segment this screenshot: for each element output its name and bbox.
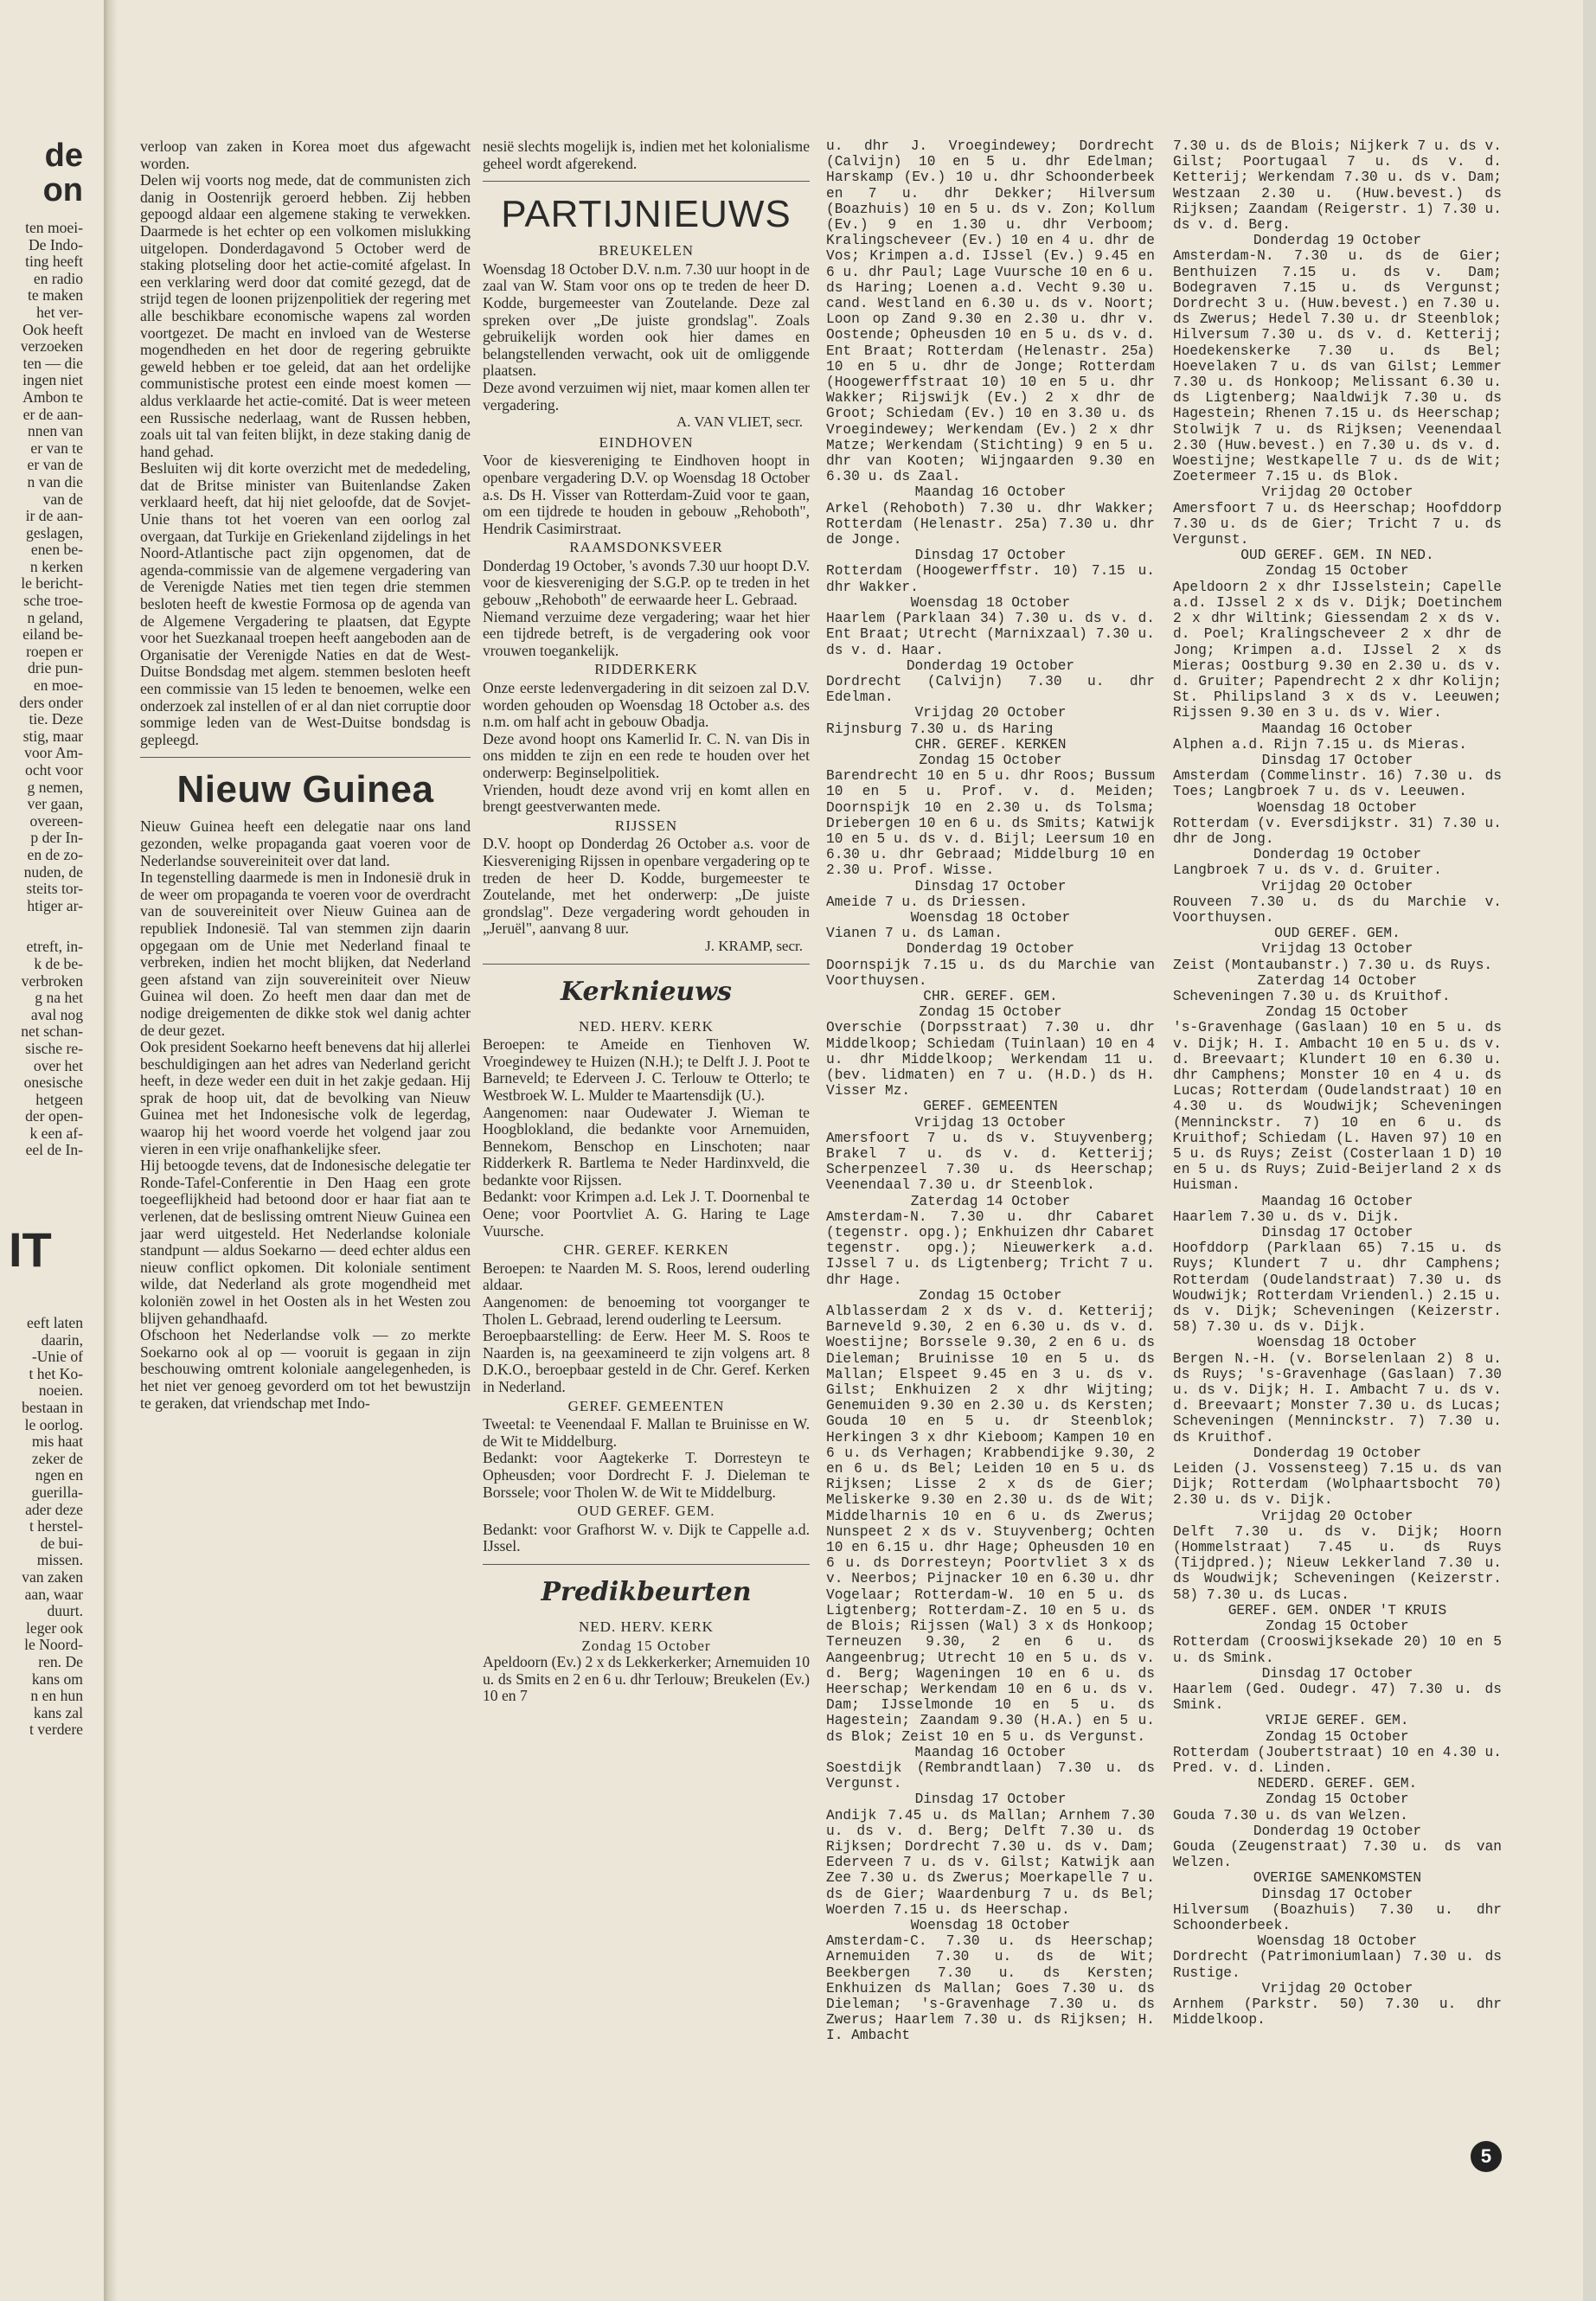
- fragment-line: voor Am-: [24, 744, 83, 762]
- partijnieuws-sections: [483, 242, 810, 954]
- predikbeurten-sections: [483, 1618, 810, 1705]
- section-heading: RIJSSEN: [614, 817, 678, 834]
- paragraph: verloop van zaken in Korea moet dus afgewacht worden.: [140, 138, 471, 172]
- fragment-lines-c: [9, 1315, 83, 1739]
- fragment-line: onesische: [23, 1074, 83, 1092]
- fragment-line: mis haat: [31, 1433, 83, 1451]
- fragment-line: aval nog: [30, 1005, 83, 1023]
- paragraph: Deze avond verzuimen wij niet, maar komen allen ter vergadering.: [483, 378, 810, 413]
- fragment-line: missen.: [36, 1551, 83, 1569]
- schedule-text: Gouda 7.30 u. ds van Welzen.: [1173, 1807, 1408, 1823]
- paragraph: Aangenomen: naar Oudewater J. Wieman te Hoogblokland, die bedankte voor Arnemuiden, Bennekom, Benschop en Linschoten; naar Ridderkerk R. Bartlema te Neder Hardinxveld, die bedankte voor Rijssen.: [483, 1103, 810, 1189]
- schedule-text: Vianen 7 u. ds Laman.: [826, 926, 1003, 942]
- paragraph: Ook president Soekarno heeft benevens dat hij allerlei beschuldigingen aan het adres van Nederland gericht heeft, in deze weder een duit in het zakje gedaan. Hij sprak de hoop uit, dat de bevolking van Nieuw Guinea met het Indonesische volk de legerdag, waarop hij het woord voerde het volgend jaar zou vieren in een vrije onafhankelijke sfeer.: [140, 1038, 471, 1157]
- fragment-line: ir de aan-: [25, 507, 83, 525]
- paragraph: Bedankt: voor Krimpen a.d. Lek J. T. Doornenbal te Oene; voor Poortvliet A. G. Haring te Lage Vuursche.: [483, 1188, 810, 1240]
- schedule-heading: CHR. GEREF. GEM.: [923, 988, 1058, 1004]
- page-number: 5: [1471, 2141, 1502, 2172]
- schedule-heading: Dinsdag 17 October: [914, 878, 1067, 894]
- fragment-line: eeft laten: [27, 1314, 83, 1332]
- schedule-text: Andijk 7.45 u. ds Mallan; Arnhem 7.30 u. ds v. d. Berg; Delft 7.30 u. ds Rijksen; Dordrecht 7.30 u. ds v. Dam; Ederveen 7 u. ds v. Gilst; Katwijk aan Zee 7.30 u. ds Zwerus; Moerkapelle 7 u. ds de Gier; Waardenburg 7 u. ds Bel; Woerden 7.15 u. ds Heerschap.: [826, 1807, 1155, 1918]
- schedule-heading: Donderdag 19 October: [1253, 1823, 1422, 1839]
- paragraph: Aangenomen: de benoeming tot voorganger te Tholen L. Gebraad, lerend ouderling te Leersum.: [483, 1293, 810, 1328]
- paragraph: Woensdag 18 October D.V. n.m. 7.30 uur hoopt in de zaal van W. Stam voor ons op te treden de heer D. Kodde, burgemeester van Zoutelande. Deze zal spreken over „De juiste grondslag". Zoals gebruikelijk worden ook hier dames en belangstellenden verwacht, ook uit de omliggende plaatsen.: [483, 260, 810, 380]
- fragment-line: bestaan in: [22, 1399, 83, 1417]
- schedule-heading: Vrijdag 20 October: [1261, 1980, 1413, 1997]
- paragraph: Bedankt: voor Aagtekerke T. Dorresteyn te Opheusden; voor Dordrecht F. J. Dieleman te Borssele; voor Tholen W. de Wit te Middelburg.: [483, 1449, 810, 1501]
- schedule-heading: Maandag 16 October: [914, 1744, 1067, 1760]
- paragraph: Beroepen: te Naarden M. S. Roos, lerend ouderling aldaar.: [483, 1259, 810, 1294]
- column-1: [140, 138, 471, 2145]
- schedule-heading: Zondag 15 October: [919, 1004, 1062, 1021]
- fragment-line: van de: [42, 490, 83, 508]
- schedule-heading: Woensdag 18 October: [910, 909, 1071, 926]
- fragment-line: g nemen,: [27, 778, 83, 796]
- schedule-text: Alphen a.d. Rijn 7.15 u. ds Mieras.: [1173, 736, 1467, 753]
- kerknieuws-heading: Kerknieuws: [561, 976, 732, 1007]
- schedule-heading: Maandag 16 October: [1261, 721, 1413, 737]
- section-heading: RIDDERKERK: [594, 661, 698, 678]
- fragment-line: verbroken: [21, 971, 83, 990]
- schedule-heading: Donderdag 19 October: [906, 941, 1075, 958]
- fragment-line: n en hun: [30, 1687, 83, 1705]
- schedule-heading: CHR. GEREF. KERKEN: [914, 736, 1067, 753]
- fragment-line: het ver-: [36, 303, 83, 321]
- fragment-line: nuden, de: [23, 862, 83, 881]
- fragment-line: nnen van: [27, 422, 83, 440]
- schedule-text: Ameide 7 u. ds Driessen.: [826, 894, 1029, 910]
- schedule-heading: Donderdag 19 October: [1253, 847, 1422, 863]
- fragment-headline-1: de: [44, 138, 83, 174]
- page-gutter: [104, 0, 118, 2301]
- schedule-text: Doornspijk 7.15 u. ds du Marchie van Voorthuysen.: [826, 957, 1155, 989]
- fragment-line: g na het: [35, 989, 83, 1007]
- fragment-line: ingen niet: [22, 371, 83, 389]
- fragment-line: kans zal: [33, 1703, 83, 1721]
- schedule-text: Rotterdam (Joubertstraat) 10 en 4.30 u. Pred. v. d. Linden.: [1173, 1744, 1502, 1776]
- fragment-lines-a: [9, 220, 83, 914]
- schedule-heading: Vrijdag 13 October: [914, 1114, 1067, 1131]
- schedule-text: Rouveen 7.30 u. ds du Marchie v. Voorthuysen.: [1173, 894, 1502, 926]
- section-heading: CHR. GEREF. KERKEN: [563, 1241, 729, 1259]
- section-heading: NED. HERV. KERK: [579, 1618, 714, 1635]
- fragment-line: leger ook: [26, 1618, 83, 1637]
- fragment-line: ngen en: [35, 1466, 83, 1484]
- fragment-line: ten moei-: [25, 219, 83, 236]
- fragment-line: tie. Deze: [29, 710, 83, 728]
- fragment-line: over het: [33, 1056, 83, 1074]
- schedule-text: Zeist (Montaubanstr.) 7.30 u. ds Ruys.: [1173, 957, 1493, 973]
- paragraph: Nieuw Guinea heeft een delegatie naar ons land gezonden, welke propaganda gaat voeren voor de Nederlandse souvereiniteit over dat land.: [140, 817, 471, 869]
- fragment-line: hetgeen: [35, 1090, 83, 1108]
- schedule-heading: GEREF. GEM. ONDER 'T KRUIS: [1227, 1602, 1447, 1618]
- fragment-line: en moe-: [33, 676, 83, 695]
- paragraph: Bedankt: voor Grafhorst W. v. Dijk te Cappelle a.d. IJssel.: [483, 1520, 810, 1555]
- fragment-line: n geland,: [27, 608, 83, 626]
- fragment-line: le bericht-: [21, 574, 83, 593]
- schedule-text: Amsterdam (Commelinstr. 16) 7.30 u. ds Toes; Langbroek 7 u. ds v. Leeuwen.: [1173, 768, 1502, 800]
- section-heading: OUD GEREF. GEM.: [577, 1503, 715, 1520]
- left-fragment-column: [9, 138, 83, 1739]
- intro-text: nesië slechts mogelijk is, indien met het kolonialisme geheel wordt afgerekend.: [483, 138, 810, 172]
- paragraph: Deze avond hoopt ons Kamerlid Ir. C. N. van Dis in ons midden te zijn en een rede te houden over het onderwerp: Beginselpolitiek.: [483, 729, 810, 781]
- schedule-heading: Zondag 15 October: [1266, 1728, 1409, 1745]
- divider: [483, 1564, 810, 1565]
- fragment-line: te maken: [28, 286, 83, 304]
- schedule-text: Haarlem (Ged. Oudegr. 47) 7.30 u. ds Smink.: [1173, 1681, 1502, 1714]
- fragment-line: verzoeken: [20, 337, 83, 356]
- schedule-text: Haarlem (Parklaan 34) 7.30 u. ds v. d. Ent Braat; Utrecht (Marnixzaal) 7.30 u. ds v. d. Haar.: [826, 611, 1155, 658]
- fragment-line: le oorlog.: [24, 1415, 83, 1433]
- section-heading: BREUKELEN: [598, 242, 695, 260]
- schedule-heading: VRIJE GEREF. GEM.: [1266, 1713, 1409, 1729]
- fragment-line: ocht voor: [25, 761, 83, 779]
- partijnieuws-heading: PARTIJNIEUWS: [501, 193, 792, 236]
- schedule-text: Soestdijk (Rembrandtlaan) 7.30 u. ds Vergunst.: [826, 1759, 1155, 1792]
- schedule-text: Haarlem 7.30 u. ds v. Dijk.: [1173, 1208, 1401, 1225]
- schedule-text: Amsterdam-C. 7.30 u. ds Heerschap; Arnemuiden 7.30 u. ds de Wit; Beekbergen 7.30 u. ds Kersten; Enkhuizen ds Mallan; Goes 7.30 u. ds Dieleman; 's-Gravenhage 7.30 u. ds Zwerus; Haarlem 7.30 u. ds Rijksen; H. I. Ambacht: [826, 1933, 1155, 2044]
- fragment-line: eiland be-: [22, 625, 83, 644]
- divider: [483, 181, 810, 182]
- paragraph: Beroepbaarstelling: de Eerw. Heer M. S. Roos te Naarden is, na geexamineerd te zijn volgens art. 8 D.K.O., beroepbaar gesteld in de Chr. Geref. Kerken in Nederland.: [483, 1327, 810, 1395]
- fragment-line: er de aan-: [22, 405, 83, 423]
- schedule-text: Barendrecht 10 en 5 u. dhr Roos; Bussum 10 en 5 u. Prof. v. d. Meiden; Doornspijk 10 en 2.30 u. ds Tolsma; Driebergen 10 en 6 u. ds Smits; Katwijk 10 en 5 u. ds v. d. Bijl; Leersum 10 en 6.30 u. dhr Gebraad; Middelburg 10 en 2.30 u. Prof. Wisse.: [826, 768, 1155, 879]
- schedule-heading: OVERIGE SAMENKOMSTEN: [1253, 1870, 1422, 1887]
- fragment-line: De Indo-: [28, 235, 83, 253]
- schedule-heading: Woensdag 18 October: [910, 1917, 1071, 1933]
- schedule-heading: NEDERD. GEREF. GEM.: [1257, 1776, 1418, 1792]
- fragment-headline-2: on: [42, 172, 83, 208]
- divider: [140, 757, 471, 758]
- fragment-line: duurt.: [47, 1602, 83, 1620]
- schedule-heading: Dinsdag 17 October: [1261, 1225, 1413, 1241]
- column-4: [1173, 138, 1502, 2128]
- section-heading: NED. HERV. KERK: [579, 1017, 714, 1035]
- schedule-heading: Dinsdag 17 October: [914, 1791, 1067, 1808]
- korea-article: [140, 138, 471, 748]
- paragraph: Tweetal: te Veenendaal F. Mallan te Bruinisse en W. de Wit te Middelburg.: [483, 1415, 810, 1450]
- nieuw-guinea-heading: Nieuw Guinea: [176, 768, 434, 811]
- schedule-heading: Maandag 16 October: [914, 484, 1067, 501]
- schedule-heading: GEREF. GEMEENTEN: [923, 1099, 1058, 1115]
- fragment-line: net schan-: [21, 1022, 83, 1041]
- schedule-text: Dordrecht (Calvijn) 7.30 u. dhr Edelman.: [826, 673, 1155, 706]
- paragraph: Donderdag 19 October, 's avonds 7.30 uur hoopt D.V. voor de kiesvereniging der S.G.P. op te treden in het gebouw „Rehoboth" de eerwaarde heer L. Gebraad.: [483, 556, 810, 609]
- paragraph: Besluiten wij dit korte overzicht met de mededeling, dat de Britse minister van Buitenlandse Zaken verklaard heeft, dat hij niet geloofde, dat de Sovjet-Unie thans tot het voeren van een oorlog zal overgaan, dat Turkije en Griekenland zijdelings in het Noord-Atlantische pact zijn opgenomen, dat de agenda-commissie van de algemene vergadering van de Verenigde Naties met tien tegen drie stemmen besloten heeft de kwestie Formosa op de agenda van de Algemene Vergadering te plaatsen, dat Egypte voor het Suezkanaal troepen heeft aangeboden aan de Organisatie der Verenigde Naties en dat de West-Duitse Bondsdag met algem. stemmen besloten heeft een commissie van 15 leden te benoemen, welke een onderzoek zal instellen of er al dan niet corruptie door sommige leden van de West-Duitse bondsdag is gepleegd.: [140, 459, 471, 748]
- fragment-line: k een af-: [29, 1124, 83, 1142]
- fragment-line: t herstel-: [29, 1517, 83, 1535]
- fragment-line: guerilla-: [31, 1484, 83, 1501]
- fragment-line: etreft, in-: [26, 938, 83, 956]
- kerknieuws-sections: [483, 1018, 810, 1555]
- schedule-heading: Woensdag 18 October: [1257, 1335, 1418, 1351]
- schedule-text: Overschie (Dorpsstraat) 7.30 u. dhr Middelkoop; Schiedam (Tuinlaan) 10 en 4 u. dhr Middelkoop; Werkendam 11 u. (bev. lidmaten) en 7 u. (H.D.) ds H. Visser Mz.: [826, 1020, 1155, 1099]
- fragment-line: n kerken: [29, 557, 83, 575]
- schedule-heading: Vrijdag 20 October: [1261, 484, 1413, 501]
- schedule-text: Arnhem (Parkstr. 50) 7.30 u. dhr Middelkoop.: [1173, 1996, 1502, 2029]
- schedule-heading: Vrijdag 20 October: [1261, 1508, 1413, 1524]
- fragment-line: ren. De: [38, 1652, 83, 1670]
- fragment-line: er van te: [30, 439, 83, 457]
- schedule-heading: Woensdag 18 October: [910, 594, 1071, 611]
- schedule-heading: Maandag 16 October: [1261, 1193, 1413, 1209]
- schedule-heading: Zondag 15 October: [1266, 1618, 1409, 1635]
- schedule-heading: Woensdag 18 October: [1257, 1933, 1418, 1950]
- schedule-heading: Vrijdag 13 October: [1261, 941, 1413, 958]
- schedule-heading: Dinsdag 17 October: [1261, 752, 1413, 768]
- schedule-heading: Dinsdag 17 October: [914, 548, 1067, 564]
- schedule-text: Apeldoorn 2 x dhr IJsselstein; Capelle a.d. IJssel 2 x ds v. Dijk; Doetinchem 2 x dhr Wiltink; Giessendam 2 x ds v. d. Poel; Kralingscheveer 2 x dhr de Jong; Krimpen a.d. IJssel 2 x ds Mieras; Oostburg 9.30 en 2.30 u. ds v. d. Gruiter; Papendrecht 2 x dhr Kolijn; St. Philipsland 3 x ds v. Leeuwen; Rijssen 9.30 en 3 u. ds v. Wier.: [1173, 579, 1502, 721]
- schedule-heading: Woensdag 18 October: [1257, 799, 1418, 816]
- fragment-line: -Unie of: [31, 1348, 83, 1366]
- fragment-line: ders onder: [19, 693, 83, 711]
- schedule-text: Amsterdam-N. 7.30 u. dhr Cabaret (tegenstr. opg.); Enkhuizen dhr Cabaret tegenstr. opg.); Nieuwerkerk a.d. IJssel 7 u. ds Ligtenberg; Tricht 7 u. dhr Hage.: [826, 1208, 1155, 1288]
- paragraph: Beroepen: te Ameide en Tienhoven W. Vroegindewey te Huizen (N.H.); te Delft J. J. Poot te Barneveld; te Ederveen J. C. Terlouw te Otterlo; te Westbroek W. L. Mulder te Maartensdijk (U.).: [483, 1035, 810, 1104]
- schedule-heading: Dinsdag 17 October: [1261, 1886, 1413, 1902]
- fragment-line: aan, waar: [24, 1585, 83, 1603]
- schedule-heading: Dinsdag 17 October: [1261, 1665, 1413, 1682]
- schedule-text: Scheveningen 7.30 u. ds Kruithof.: [1173, 988, 1451, 1004]
- fragment-line: er van de: [27, 456, 83, 474]
- fragment-line: eel de In-: [25, 1141, 83, 1159]
- paragraph: D.V. hoopt op Donderdag 26 October a.s. voor de Kiesvereniging Rijssen in openbare vergadering op te treden de heer D. Kodde, burgemeester te Zoutelande, met het onderwerp: „De juiste grondslag". Deze vergadering wordt gehouden in „Jeruël", aanvang 8 uur.: [483, 835, 810, 938]
- schedule-text: Dordrecht (Patrimoniumlaan) 7.30 u. ds Rustige.: [1173, 1949, 1502, 1981]
- fragment-line: kans om: [31, 1670, 83, 1688]
- signature: A. VAN VLIET, secr.: [676, 413, 803, 431]
- paragraph: Apeldoorn (Ev.) 2 x ds Lekkerkerker; Arnemuiden 10 u. ds Smits en 2 en 6 u. dhr Terlouw; Breukelen (Ev.) 10 en 7: [483, 1653, 810, 1705]
- fragment-line: ader deze: [25, 1500, 83, 1518]
- schedule-text: Hoofddorp (Parklaan 65) 7.15 u. ds Ruys; Klundert 7 u. dhr Camphens; Rotterdam (Oudelandstraat) 7.30 u. ds Woudwijk; Rotterdam Vriendenl.) 2.15 u. ds v. Dijk; Scheveningen (Keizerstr. 58) 7.30 u. ds v. Dijk.: [1173, 1240, 1502, 1336]
- fragment-line: Ook heeft: [22, 320, 83, 338]
- fragment-line: roepen er: [26, 642, 83, 660]
- schedule-text: u. dhr J. Vroegindewey; Dordrecht (Calvijn) 10 en 5 u. dhr Edelman; Harskamp (Ev.) 10 u. dhr Schoonderbeek en 7 u. dhr Dekker; Hilversum (Boazhuis) 10 en 5 u. ds v. Zon; Kollum (Ev.) 9 en 1.30 u. dhr Verboom; Kralingscheveer (Ev.) 10 en 4 u. dhr de Vos; Krimpen a.d. IJssel (Ev.) 9.45 en 6 u. dhr Paul; Lage Vuursche 10 en 6 u. ds Haring; Loenen a.d. Vecht 9.30 u. cand. Westland en 6.30 u. ds v. Noort; Loon op Zand 9.30 en 2.30 u. dhr v. Oostende; Opheusden 10 en 5 u. ds v. d. Ent Braat; Rotterdam (Helenastr. 25a) 10 en 5 u. dhr de Jonge; Rotterdam (Hoogewerffstraat 10) 10 en 5 u. dhr Wakker; Rijswijk (Ev.) 2 x dhr de Groot; Schiedam (Ev.) 10 en 3.30 u. ds Vroegindewey; Werkendam (Ev.) 2 x dhr Matze; Werkendam (Stichting) 9 en 5 u. dhr van Kooten; Wijngaarden 9.30 en 6.30 u. ds Zaal.: [826, 138, 1155, 485]
- schedule-text: Amersfoort 7 u. ds v. Stuyvenberg; Brakel 7 u. ds v. d. Ketterij; Scherpenzeel 7.30 u. ds Heerschap; Veenendaal 7.30 u. dr Steenblok.: [826, 1130, 1155, 1194]
- schedule-text: Arkel (Rehoboth) 7.30 u. dhr Wakker; Rotterdam (Helenastr. 25a) 7.30 u. dhr de Jonge.: [826, 500, 1155, 548]
- schedule-text: Leiden (J. Vossensteeg) 7.15 u. ds van Dijk; Rotterdam (Wolphaartsbocht 70) 2.30 u. ds v. Dijk.: [1173, 1461, 1502, 1509]
- paragraph: Niemand verzuime deze vergadering; waar het hier een tijdrede betreft, is de vergadering ook voor vrouwen toegankelijk.: [483, 607, 810, 659]
- predikbeurten-heading: Predikbeurten: [541, 1576, 752, 1607]
- schedule-heading: Donderdag 19 October: [906, 657, 1075, 674]
- fragment-line: overeen-: [29, 811, 83, 830]
- schedule-heading: Zondag 15 October: [1266, 1791, 1409, 1808]
- schedule-text: Rotterdam (v. Eversdijkstr. 31) 7.30 u. dhr de Jong.: [1173, 815, 1502, 847]
- paragraph: Ofschoon het Nederlandse volk — zo merkte Soekarno ook al op — vooruit is gegaan in zijn beschouwing omtrent koloniale aangelegenheden, is het niet ver genoeg gevorderd om tot het bewustzijn te geraken, dat vriendschap met Indo-: [140, 1326, 471, 1412]
- schedule-heading: Zondag 15 October: [1266, 563, 1409, 580]
- divider: [483, 964, 810, 965]
- fragment-line: k de be-: [34, 954, 83, 972]
- fragment-line: noeien.: [38, 1381, 83, 1400]
- paragraph: In tegenstelling daarmede is men in Indonesië druk in de weer om propaganda te voeren voor de overdracht van de souvereiniteit over Nieuw Guinea aan de republiek Indonesië. Tal van stemmen zijn daarin opgegaan om de Unie met Nederland finaal te verbreken, indien het mocht blijken, dat Nederland geen afstand van zijn souvereiniteit over Nieuw Guinea wil doen. Zo heeft men daar dan met de nodige dreigementen de dikke stok wel danig achter de deur gezet.: [140, 868, 471, 1039]
- schedule-text: Alblasserdam 2 x ds v. d. Ketterij; Barneveld 9.30, 2 en 6.30 u. ds v. d. Woestijne; Borssele 9.30, 2 en 6 u. ds Dieleman; Bruinisse 10 en 5 u. ds Mallan; Elspeet 9.45 en 3 u. ds v. Gilst; Enkhuizen 2 x dhr Wijting; Genemuiden 9.30 en 2.30 u. ds Kersten; Gouda 10 en 5 u. dr Steenblok; Herkingen 3 x dhr Kieboom; Kampen 10 en 6 u. ds Verhagen; Krabbendijke 9.30, 2 en 6 u. ds Bel; Leiden 10 en 5 u. ds Rijksen; Lisse 2 x ds de Gier; Meliskerke 9.30 en 2.30 u. ds de Wit; Middelharnis 10 en 6 u. ds Zwerus; Nunspeet 2 x ds v. Stuyvenberg; Ochten 10 en 6.15 u. dhr Hage; Opheusden 10 en 6 u. ds Dorresteyn; Poortvliet 3 x ds v. Neerbos; Pijnacker 10 en 6.30 u. dhr Vogelaar; Rotterdam-W. 10 en 5 u. ds Ligtenberg; Rotterdam-Z. 10 en 5 u. ds de Blois; Rijssen (Wal) 3 x ds Honkoop; Terneuzen 9.30, 2 en 6 u. ds Aangeenbrug; Utrecht 10 en 5 u. ds v. d. Berg; Wageningen 10 en 6 u. ds Heerschap; Werkendam 10 en 6 u. ds v. Dam; IJsselmonde 10 en 5 u. ds Hagestein; Zaandam 9.30 (H.A.) en 5 u. ds Blok; Zeist 10 en 5 u. ds Vergunst.: [826, 1304, 1155, 1745]
- schedule-heading: Zondag 15 October: [1266, 1004, 1409, 1021]
- fragment-line: t het Ko-: [29, 1364, 83, 1382]
- schedule-heading: Vrijdag 20 October: [1261, 878, 1413, 894]
- schedule-text: Rotterdam (Crooswijksekade 20) 10 en 5 u. ds Smink.: [1173, 1634, 1502, 1666]
- schedule-heading: Donderdag 19 October: [1253, 233, 1422, 249]
- fragment-line: htiger ar-: [27, 896, 83, 914]
- fragment-line: t verdere: [29, 1721, 83, 1739]
- schedule-text: 's-Gravenhage (Gaslaan) 10 en 5 u. ds v. Dijk; H. I. Ambacht 10 en 5 u. ds v. d. Breevaart; Klundert 10 en 6.30 u. dhr Camphens; Monster 10 en 4 u. ds Lucas; Rotterdam (Oudelandstraat) 10 en 4.30 u. ds Woudwijk; Scheveningen (Menninckstr. 7) 10 en 6 u. ds Kruithof; Schiedam (L. Haven 97) 10 en 5 u. ds Ruys; Zeist (Costerlaan 1 D) 10 en 5 u. ds Ruys; Zuid-Beijerland 2 x ds Huisman.: [1173, 1020, 1502, 1194]
- paragraph: Delen wij voorts nog mede, dat de communisten zich danig in Oostenrijk geroerd hebben. Zij hebben gepoogd aldaar een algemene staking te verwekken. Daarmede is het echter op een volkomen mislukking uitgelopen. Donderdagavond 5 October werd de staking plotseling door het actie-comité afgelast. In een verklaring werd door dat comité gezegd, dat de strijd tegen de loonen prijzenpolitiek der regering met alle beschikbare economische wapens zal worden voortgezet. De macht en invloed van de Westerse mogendheden en het door de regering gebruikte geweld hebben er toe geleid, dat aan het ordelijke communistische protest een einde moest komen — aldus verklaarde het actie-comité. Dat is weer meteen een Russische nederlaag, want de Russen hebben, zoals uit tal van feiten blijkt, in deze staking danig de hand gehad.: [140, 171, 471, 460]
- paragraph: Zondag 15 October: [581, 1637, 711, 1654]
- schedule-heading: Zaterdag 14 October: [910, 1193, 1071, 1209]
- schedule-text: Bergen N.-H. (v. Borselenlaan 2) 8 u. ds Ruys; 's-Gravenhage (Gaslaan) 7.30 u. ds v. Dijk; H. I. Ambacht 7 u. ds v. d. Breevaart; Monster 7.30 u. ds Lucas; Scheveningen (Menninckstr. 7) 7.30 u. ds Kruithof.: [1173, 1350, 1502, 1445]
- fragment-lines-b: [9, 939, 83, 1159]
- paragraph: Hij betoogde tevens, dat de Indonesische delegatie ter Ronde-Tafel-Conferentie in Den Haag een grote toegeeflijkheid had betoond door er haar fiat aan te verlenen, dat de beslissing omtrent Nieuw Guinea een jaar werd uitgesteld. Het Nederlandse koloniale standpunt — aldus Soekarno — deed echter aldus een nieuw conflict opkomen. Dit koloniale sentiment wilde, dat Nederland als grote mogendheid met koloniën zowel in het Oosten als in het Westen zou blijven gehandhaafd.: [140, 1157, 471, 1327]
- schedule-text: Delft 7.30 u. ds v. Dijk; Hoorn (Hommelstraat) 7.45 u. ds Ruys (Tijdpred.); Nieuw Lekkerland 7.30 u. ds Woudwijk; Scheveningen (Keizerstr. 58) 7.30 u. ds Lucas.: [1173, 1523, 1502, 1603]
- schedule-heading: Zondag 15 October: [919, 1287, 1062, 1304]
- schedule-text: Gouda (Zeugenstraat) 7.30 u. ds van Welzen.: [1173, 1838, 1502, 1871]
- paragraph: Onze eerste ledenvergadering in dit seizoen zal D.V. worden gehouden op Woensdag 18 October a.s. des n.m. om half acht in gebouw Obadja.: [483, 679, 810, 731]
- schedule-text: Hilversum (Boazhuis) 7.30 u. dhr Schoonderbeek.: [1173, 1901, 1502, 1933]
- schedule-heading: Vrijdag 20 October: [914, 705, 1067, 721]
- fragment-headline-3: IT: [9, 1222, 52, 1278]
- section-heading: EINDHOVEN: [599, 433, 694, 451]
- fragment-line: geslagen,: [26, 523, 83, 542]
- fragment-line: stig, maar: [22, 727, 83, 745]
- fragment-line: Ambon te: [22, 388, 83, 406]
- section-heading: RAAMSDONKSVEER: [569, 539, 723, 556]
- fragment-line: ting heeft: [25, 253, 83, 271]
- nieuw-guinea-article: [140, 818, 471, 1412]
- fragment-line: de bui-: [40, 1534, 83, 1552]
- signature: J. KRAMP, secr.: [705, 937, 803, 954]
- schedule-text: Langbroek 7 u. ds v. d. Gruiter.: [1173, 862, 1442, 879]
- fragment-line: p der In-: [30, 829, 83, 847]
- schedule-text: 7.30 u. ds de Blois; Nijkerk 7 u. ds v. Gilst; Poortugaal 7 u. ds v. d. Ketterij; Werkendam 7.30 u. ds v. Dam; Westzaan 2.30 u. (Huw.bevest.) ds Rijksen; Zaandam (Reigerstr. 1) 7.30 u. ds v. d. Berg.: [1173, 138, 1502, 234]
- fragment-line: zeker de: [31, 1449, 83, 1467]
- schedule-text: Amersfoort 7 u. ds Heerschap; Hoofddorp 7.30 u. ds de Gier; Tricht 7 u. ds Vergunst.: [1173, 500, 1502, 548]
- fragment-line: ten — die: [22, 354, 83, 372]
- schedule-text: Rotterdam (Hoogewerffstr. 10) 7.15 u. dhr Wakker.: [826, 563, 1155, 595]
- schedule-heading: Zondag 15 October: [919, 752, 1062, 768]
- fragment-line: van zaken: [22, 1567, 83, 1586]
- schedule-heading: Zaterdag 14 October: [1257, 972, 1418, 989]
- fragment-line: der open-: [25, 1107, 83, 1125]
- fragment-line: sche troe-: [23, 592, 83, 610]
- paragraph: Vrienden, houdt deze avond vrij en komt allen en brengt geestverwanten mede.: [483, 780, 810, 816]
- column-2: [483, 138, 810, 2145]
- fragment-line: daarin,: [41, 1330, 83, 1349]
- fragment-line: steits tor-: [26, 880, 83, 898]
- schedule-text: Rijnsburg 7.30 u. ds Haring: [826, 721, 1054, 737]
- paragraph: Voor de kiesvereniging te Eindhoven hoopt in openbare vergadering D.V. op Woensdag 18 October a.s. Ds H. Visser van Rotterdam-Zuid voor te gaan, om een tijdrede te houden in gebouw „Rehoboth", Hendrik Casimirstraat.: [483, 452, 810, 537]
- fragment-line: ver gaan,: [27, 795, 83, 813]
- fragment-line: en radio: [33, 269, 83, 287]
- schedule-heading: Donderdag 19 October: [1253, 1445, 1422, 1461]
- fragment-line: drie pun-: [27, 659, 83, 677]
- column-3: [826, 138, 1155, 2145]
- schedule-heading: OUD GEREF. GEM. IN NED.: [1240, 548, 1434, 564]
- fragment-line: en de zo-: [27, 845, 83, 863]
- schedule-heading: OUD GEREF. GEM.: [1274, 926, 1401, 942]
- fragment-line: sische re-: [25, 1039, 83, 1057]
- fragment-line: enen be-: [30, 541, 83, 559]
- fragment-line: le Noord-: [24, 1636, 83, 1654]
- section-heading: GEREF. GEMEENTEN: [567, 1397, 725, 1414]
- fragment-line: n van die: [27, 472, 83, 490]
- schedule-text: Amsterdam-N. 7.30 u. ds de Gier; Benthuizen 7.15 u. ds v. Dam; Bodegraven 7.15 u. ds Vergunst; Dordrecht 3 u. (Huw.bevest.) en 7.30 u. ds Zwerus; Hedel 7.30 u. dr Steenblok; Hilversum 7.30 u. ds v. d. Ketterij; Hoedekenskerke 7.30 u. ds Bel; Hoevelaken 7 u. ds van Gilst; Lemmer 7.30 u. ds Honkoop; Melissant 6.30 u. ds Ligtenberg; Naaldwijk 7.30 u. ds Hagestein; Rhenen 7.15 u. ds Heerschap; Stolwijk 7 u. ds Rijksen; Veenendaal 2.30 (Huw.bevest.) en 7.30 u. ds v. d. Woestijne; Westkapelle 7 u. ds de Wit; Zoetermeer 7.15 u. ds Blok.: [1173, 248, 1502, 485]
